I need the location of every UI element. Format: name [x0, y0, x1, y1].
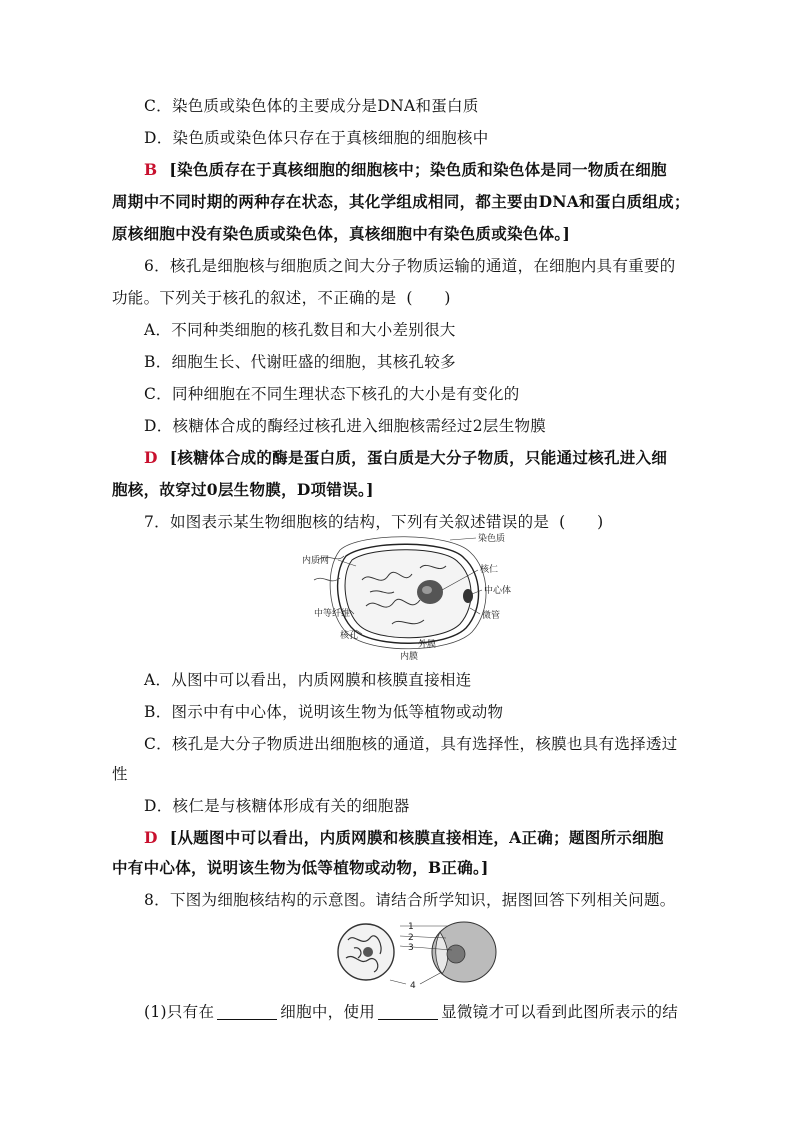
- label-inner-membrane: 内膜: [400, 652, 419, 662]
- q6-option-a: A．不同种类细胞的核孔数目和大小差别很大: [144, 321, 456, 339]
- q7-stem-text: 7．如图表示某生物细胞核的结构，下列有关叙述错误的是: [144, 513, 550, 531]
- q7-option-a: A．从图中可以看出，内质网膜和核膜直接相连: [144, 671, 472, 689]
- q7-answer-line-2: 中有中心体，说明该生物为低等植物或动物，B正确。]: [112, 858, 489, 877]
- label-outer-membrane: 外膜: [418, 640, 437, 650]
- q7-answer-line-1: [144, 828, 719, 848]
- q5-option-c: C．染色质或染色体的主要成分是DNA和蛋白质: [144, 97, 479, 115]
- label-2: 2: [408, 933, 414, 943]
- label-1: 1: [408, 922, 414, 932]
- q7-stem: [144, 512, 719, 532]
- q5-answer-line-3: 原核细胞中没有染色质或染色体，真核细胞中有染色质或染色体。]: [112, 224, 571, 243]
- q8-sub1-text-b: 细胞中，使用: [280, 1003, 376, 1021]
- q8-stem: 8．下图为细胞核结构的示意图。请结合所学知识，据图回答下列相关问题。: [144, 891, 676, 909]
- label-chromatin: 染色质: [478, 534, 506, 544]
- q8-sub1-text-c: 显微镜才可以看到此图所表示的结: [441, 1003, 679, 1021]
- q7-option-c-line-1: C．核孔是大分子物质进出细胞核的通道，具有选择性，核膜也具有选择透过: [144, 735, 678, 753]
- q7-option-b: B．图示中有中心体，说明该生物为低等植物或动物: [144, 703, 504, 721]
- label-4: 4: [410, 981, 416, 990]
- q7-answer-text-1: [从题图中可以看出，内质网膜和核膜直接相连，A正确；题图所示细胞: [169, 828, 664, 847]
- q7-answer-paren: ( ): [559, 513, 604, 531]
- label-er: 内质网: [302, 556, 330, 566]
- nucleus-structure-figure: [300, 530, 515, 662]
- q6-option-d: D．核糖体合成的酶经过核孔进入细胞核需经过2层生物膜: [144, 417, 547, 435]
- q6-answer-paren: ( ): [406, 289, 451, 307]
- q8-sub1-text-a: (1)只有在: [144, 1003, 215, 1021]
- label-pore: 核孔: [340, 631, 359, 641]
- q6-stem-line-2: [112, 288, 687, 308]
- q6-answer-key: D: [144, 448, 158, 467]
- q5-answer-key: B: [144, 160, 158, 179]
- q7-option-c-line-2: 性: [112, 765, 128, 783]
- nuclear-inner-membrane: [345, 550, 471, 638]
- label-centrosome: 中心体: [484, 586, 512, 596]
- label-filament: 中等纤维: [314, 609, 351, 619]
- nucleus-diagram-figure: [330, 918, 500, 990]
- q7-option-d: D．核仁是与核糖体形成有关的细胞器: [144, 797, 410, 815]
- q6-stem-text-2: 功能。下列关于核孔的叙述，不正确的是: [112, 289, 397, 307]
- label-3: 3: [408, 943, 414, 953]
- nucleolus-dot: [363, 947, 373, 957]
- q6-option-b: B．细胞生长、代谢旺盛的细胞，其核孔较多: [144, 353, 456, 371]
- q5-answer-text-1: [染色质存在于真核细胞的细胞核中；染色质和染色体是同一物质在细胞: [169, 160, 667, 179]
- q8-blank-1[interactable]: [217, 1005, 277, 1020]
- centrosome: [463, 589, 473, 603]
- q7-answer-key: D: [144, 828, 158, 847]
- q6-stem-line-1: 6．核孔是细胞核与细胞质之间大分子物质运输的通道，在细胞内具有重要的: [144, 257, 676, 275]
- q8-blank-2[interactable]: [378, 1005, 438, 1020]
- q6-answer-text-1: [核糖体合成的酶是蛋白质，蛋白质是大分子物质，只能通过核孔进入细: [169, 448, 668, 467]
- q5-option-d: D．染色质或染色体只存在于真核细胞的细胞核中: [144, 129, 489, 147]
- label-nucleolus: 核仁: [480, 565, 499, 575]
- q5-answer-line-2: 周期中不同时期的两种存在状态，其化学组成相同，都主要由DNA和蛋白质组成；: [112, 192, 690, 211]
- q5-answer-line-1: [144, 160, 719, 180]
- label-microtubule: 微管: [482, 611, 501, 621]
- q8-sub1: [144, 1002, 719, 1022]
- q6-answer-line-2: 胞核，故穿过0层生物膜，D项错误。]: [112, 480, 374, 499]
- q6-answer-line-1: [144, 448, 719, 468]
- q6-option-c: C．同种细胞在不同生理状态下核孔的大小是有变化的: [144, 385, 520, 403]
